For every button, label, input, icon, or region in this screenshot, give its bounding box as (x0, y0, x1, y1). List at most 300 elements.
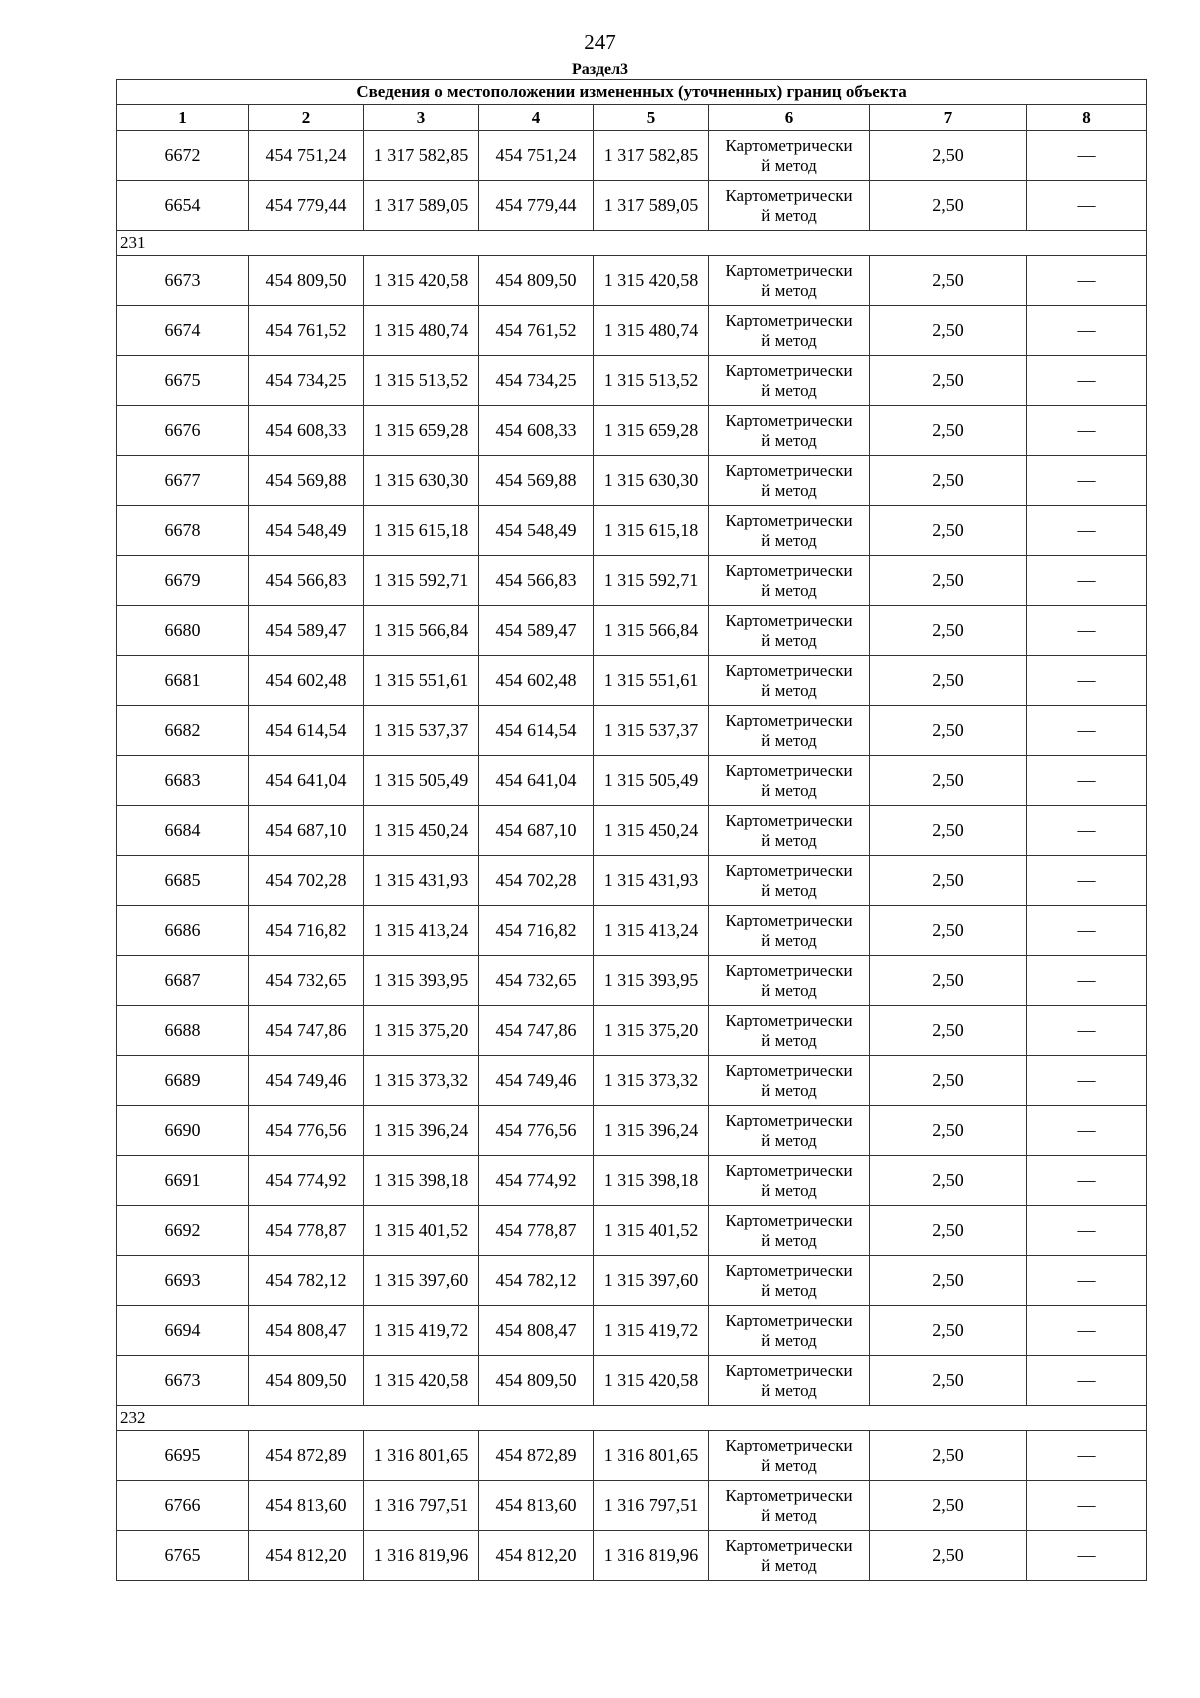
x-new-cell: 454 779,44 (479, 181, 594, 231)
method-cell (709, 306, 870, 356)
x-new-cell: 454 732,65 (479, 956, 594, 1006)
column-header: 5 (594, 105, 709, 131)
method-line-2: й метод (761, 1455, 817, 1475)
x-new-cell: 454 589,47 (479, 606, 594, 656)
method-line-1: Картометрически (725, 1260, 853, 1280)
table-row (117, 1431, 1147, 1481)
y-old-cell: 1 316 801,65 (364, 1431, 479, 1481)
accuracy-cell: 2,50 (870, 1206, 1027, 1256)
accuracy-cell: 2,50 (870, 1531, 1027, 1581)
description-cell: — (1027, 806, 1147, 856)
point-number-cell: 6677 (117, 456, 249, 506)
method-line-1: Картометрически (725, 460, 853, 480)
point-number-cell: 6692 (117, 1206, 249, 1256)
method-line-2: й метод (761, 380, 817, 400)
x-old-cell: 454 566,83 (249, 556, 364, 606)
point-number-cell: 6686 (117, 906, 249, 956)
x-new-cell: 454 614,54 (479, 706, 594, 756)
method-line-2: й метод (761, 1505, 817, 1525)
column-header: 3 (364, 105, 479, 131)
method-line-2: й метод (761, 1130, 817, 1150)
method-cell (709, 1056, 870, 1106)
group-label: 231 (117, 231, 1147, 256)
method-line-2: й метод (761, 1330, 817, 1350)
point-number-cell: 6691 (117, 1156, 249, 1206)
y-new-cell: 1 315 566,84 (594, 606, 709, 656)
column-header: 2 (249, 105, 364, 131)
accuracy-cell: 2,50 (870, 956, 1027, 1006)
x-new-cell: 454 774,92 (479, 1156, 594, 1206)
x-new-cell: 454 872,89 (479, 1431, 594, 1481)
accuracy-cell: 2,50 (870, 856, 1027, 906)
method-line-1: Картометрически (725, 1360, 853, 1380)
point-number-cell: 6690 (117, 1106, 249, 1156)
method-line-1: Картометрически (725, 1110, 853, 1130)
y-new-cell: 1 317 582,85 (594, 131, 709, 181)
point-number-cell: 6679 (117, 556, 249, 606)
table-row (117, 306, 1147, 356)
table-row (117, 906, 1147, 956)
description-cell: — (1027, 356, 1147, 406)
method-line-2: й метод (761, 205, 817, 225)
description-cell: — (1027, 306, 1147, 356)
method-line-1: Картометрически (725, 410, 853, 430)
method-line-1: Картометрически (725, 310, 853, 330)
description-cell: — (1027, 706, 1147, 756)
point-number-cell: 6681 (117, 656, 249, 706)
x-new-cell: 454 761,52 (479, 306, 594, 356)
method-line-2: й метод (761, 1555, 817, 1575)
point-number-cell: 6684 (117, 806, 249, 856)
method-line-1: Картометрически (725, 710, 853, 730)
x-new-cell: 454 687,10 (479, 806, 594, 856)
method-line-1: Картометрически (725, 1060, 853, 1080)
method-line-2: й метод (761, 430, 817, 450)
y-old-cell: 1 315 513,52 (364, 356, 479, 406)
x-old-cell: 454 687,10 (249, 806, 364, 856)
description-cell: — (1027, 1431, 1147, 1481)
table-row (117, 756, 1147, 806)
x-new-cell: 454 809,50 (479, 256, 594, 306)
table-row (117, 456, 1147, 506)
method-line-1: Картометрически (725, 1210, 853, 1230)
accuracy-cell: 2,50 (870, 706, 1027, 756)
accuracy-cell: 2,50 (870, 906, 1027, 956)
x-old-cell: 454 614,54 (249, 706, 364, 756)
description-cell: — (1027, 656, 1147, 706)
point-number-cell: 6693 (117, 1256, 249, 1306)
accuracy-cell: 2,50 (870, 1356, 1027, 1406)
accuracy-cell: 2,50 (870, 556, 1027, 606)
column-header: 7 (870, 105, 1027, 131)
method-line-1: Картометрически (725, 185, 853, 205)
method-line-2: й метод (761, 155, 817, 175)
method-line-1: Картометрически (725, 1010, 853, 1030)
y-old-cell: 1 315 393,95 (364, 956, 479, 1006)
accuracy-cell: 2,50 (870, 306, 1027, 356)
y-new-cell: 1 315 393,95 (594, 956, 709, 1006)
x-old-cell: 454 548,49 (249, 506, 364, 556)
description-cell: — (1027, 1531, 1147, 1581)
y-new-cell: 1 315 401,52 (594, 1206, 709, 1256)
method-line-1: Картометрически (725, 1535, 853, 1555)
method-line-2: й метод (761, 680, 817, 700)
table-caption-row (117, 80, 1147, 105)
method-cell (709, 656, 870, 706)
x-new-cell: 454 808,47 (479, 1306, 594, 1356)
y-old-cell: 1 315 396,24 (364, 1106, 479, 1156)
point-number-cell: 6680 (117, 606, 249, 656)
table-row (117, 1206, 1147, 1256)
x-new-cell: 454 566,83 (479, 556, 594, 606)
method-line-1: Картометрически (725, 960, 853, 980)
table-row (117, 1106, 1147, 1156)
accuracy-cell: 2,50 (870, 756, 1027, 806)
description-cell: — (1027, 956, 1147, 1006)
y-old-cell: 1 315 505,49 (364, 756, 479, 806)
table-row (117, 556, 1147, 606)
table-row (117, 606, 1147, 656)
column-number-row (117, 105, 1147, 131)
table-row (117, 1481, 1147, 1531)
y-new-cell: 1 315 513,52 (594, 356, 709, 406)
column-header: 6 (709, 105, 870, 131)
method-line-2: й метод (761, 1380, 817, 1400)
accuracy-cell: 2,50 (870, 356, 1027, 406)
x-old-cell: 454 569,88 (249, 456, 364, 506)
x-new-cell: 454 813,60 (479, 1481, 594, 1531)
x-old-cell: 454 749,46 (249, 1056, 364, 1106)
method-line-1: Картометрически (725, 610, 853, 630)
description-cell: — (1027, 131, 1147, 181)
page-number: 247 (584, 30, 616, 54)
y-old-cell: 1 315 375,20 (364, 1006, 479, 1056)
table-row (117, 856, 1147, 906)
description-cell: — (1027, 606, 1147, 656)
method-cell (709, 356, 870, 406)
x-old-cell: 454 813,60 (249, 1481, 364, 1531)
x-old-cell: 454 809,50 (249, 1356, 364, 1406)
point-number-cell: 6673 (117, 1356, 249, 1406)
y-old-cell: 1 315 615,18 (364, 506, 479, 556)
method-line-1: Картометрически (725, 1435, 853, 1455)
y-new-cell: 1 315 615,18 (594, 506, 709, 556)
method-line-2: й метод (761, 630, 817, 650)
x-new-cell: 454 734,25 (479, 356, 594, 406)
method-cell (709, 1481, 870, 1531)
accuracy-cell: 2,50 (870, 506, 1027, 556)
accuracy-cell: 2,50 (870, 1156, 1027, 1206)
x-old-cell: 454 608,33 (249, 406, 364, 456)
y-old-cell: 1 316 819,96 (364, 1531, 479, 1581)
y-new-cell: 1 315 431,93 (594, 856, 709, 906)
description-cell: — (1027, 506, 1147, 556)
method-cell (709, 506, 870, 556)
method-cell (709, 756, 870, 806)
x-old-cell: 454 782,12 (249, 1256, 364, 1306)
point-number-cell: 6688 (117, 1006, 249, 1056)
table-row (117, 1306, 1147, 1356)
description-cell: — (1027, 406, 1147, 456)
point-number-cell: 6654 (117, 181, 249, 231)
y-new-cell: 1 315 480,74 (594, 306, 709, 356)
description-cell: — (1027, 256, 1147, 306)
x-new-cell: 454 602,48 (479, 656, 594, 706)
y-new-cell: 1 317 589,05 (594, 181, 709, 231)
x-old-cell: 454 734,25 (249, 356, 364, 406)
x-old-cell: 454 747,86 (249, 1006, 364, 1056)
x-old-cell: 454 779,44 (249, 181, 364, 231)
x-old-cell: 454 808,47 (249, 1306, 364, 1356)
description-cell: — (1027, 1206, 1147, 1256)
table-row (117, 256, 1147, 306)
method-cell (709, 256, 870, 306)
description-cell: — (1027, 1156, 1147, 1206)
method-line-2: й метод (761, 780, 817, 800)
y-new-cell: 1 316 801,65 (594, 1431, 709, 1481)
point-number-cell: 6676 (117, 406, 249, 456)
y-new-cell: 1 315 419,72 (594, 1306, 709, 1356)
method-cell (709, 1256, 870, 1306)
table-row (117, 806, 1147, 856)
y-old-cell: 1 315 420,58 (364, 1356, 479, 1406)
group-row (117, 1406, 1147, 1431)
method-line-2: й метод (761, 580, 817, 600)
x-new-cell: 454 747,86 (479, 1006, 594, 1056)
table-row (117, 1356, 1147, 1406)
x-new-cell: 454 608,33 (479, 406, 594, 456)
method-line-1: Картометрически (725, 760, 853, 780)
method-cell (709, 131, 870, 181)
y-new-cell: 1 315 420,58 (594, 256, 709, 306)
accuracy-cell: 2,50 (870, 806, 1027, 856)
x-new-cell: 454 776,56 (479, 1106, 594, 1156)
y-old-cell: 1 315 413,24 (364, 906, 479, 956)
method-line-1: Картометрически (725, 1160, 853, 1180)
y-new-cell: 1 315 420,58 (594, 1356, 709, 1406)
y-old-cell: 1 315 373,32 (364, 1056, 479, 1106)
method-line-2: й метод (761, 480, 817, 500)
x-new-cell: 454 809,50 (479, 1356, 594, 1406)
y-new-cell: 1 315 396,24 (594, 1106, 709, 1156)
accuracy-cell: 2,50 (870, 181, 1027, 231)
description-cell: — (1027, 456, 1147, 506)
method-line-2: й метод (761, 830, 817, 850)
table-body (117, 131, 1147, 1581)
method-line-1: Картометрически (725, 1310, 853, 1330)
y-new-cell: 1 315 375,20 (594, 1006, 709, 1056)
y-new-cell: 1 315 551,61 (594, 656, 709, 706)
y-new-cell: 1 316 797,51 (594, 1481, 709, 1531)
x-old-cell: 454 812,20 (249, 1531, 364, 1581)
method-line-1: Картометрически (725, 910, 853, 930)
method-cell (709, 1156, 870, 1206)
accuracy-cell: 2,50 (870, 1006, 1027, 1056)
table-caption: Сведения о местоположении измененных (уточненных) границ объекта (117, 80, 1147, 105)
y-new-cell: 1 316 819,96 (594, 1531, 709, 1581)
x-new-cell: 454 778,87 (479, 1206, 594, 1256)
description-cell: — (1027, 556, 1147, 606)
method-cell (709, 606, 870, 656)
accuracy-cell: 2,50 (870, 1256, 1027, 1306)
accuracy-cell: 2,50 (870, 1431, 1027, 1481)
method-line-2: й метод (761, 1230, 817, 1250)
accuracy-cell: 2,50 (870, 1056, 1027, 1106)
y-new-cell: 1 315 413,24 (594, 906, 709, 956)
column-header: 1 (117, 105, 249, 131)
table-row (117, 131, 1147, 181)
table-row (117, 1531, 1147, 1581)
y-old-cell: 1 315 566,84 (364, 606, 479, 656)
method-line-2: й метод (761, 1280, 817, 1300)
y-old-cell: 1 315 630,30 (364, 456, 479, 506)
accuracy-cell: 2,50 (870, 406, 1027, 456)
column-header: 4 (479, 105, 594, 131)
point-number-cell: 6673 (117, 256, 249, 306)
table-row (117, 706, 1147, 756)
y-new-cell: 1 315 398,18 (594, 1156, 709, 1206)
accuracy-cell: 2,50 (870, 131, 1027, 181)
method-cell (709, 1531, 870, 1581)
x-old-cell: 454 774,92 (249, 1156, 364, 1206)
x-old-cell: 454 776,56 (249, 1106, 364, 1156)
accuracy-cell: 2,50 (870, 1106, 1027, 1156)
x-old-cell: 454 641,04 (249, 756, 364, 806)
description-cell: — (1027, 856, 1147, 906)
y-old-cell: 1 317 589,05 (364, 181, 479, 231)
y-old-cell: 1 317 582,85 (364, 131, 479, 181)
description-cell: — (1027, 906, 1147, 956)
method-line-1: Картометрически (725, 260, 853, 280)
y-new-cell: 1 315 537,37 (594, 706, 709, 756)
method-line-2: й метод (761, 930, 817, 950)
y-old-cell: 1 315 397,60 (364, 1256, 479, 1306)
table-row (117, 1256, 1147, 1306)
description-cell: — (1027, 1056, 1147, 1106)
method-line-2: й метод (761, 1180, 817, 1200)
y-new-cell: 1 315 659,28 (594, 406, 709, 456)
method-cell (709, 706, 870, 756)
method-cell (709, 1206, 870, 1256)
method-line-1: Картометрически (725, 1485, 853, 1505)
method-cell (709, 856, 870, 906)
method-cell (709, 1431, 870, 1481)
x-new-cell: 454 782,12 (479, 1256, 594, 1306)
x-new-cell: 454 751,24 (479, 131, 594, 181)
y-old-cell: 1 315 419,72 (364, 1306, 479, 1356)
point-number-cell: 6687 (117, 956, 249, 1006)
x-new-cell: 454 812,20 (479, 1531, 594, 1581)
method-line-1: Картометрически (725, 810, 853, 830)
point-number-cell: 6765 (117, 1531, 249, 1581)
method-cell (709, 1006, 870, 1056)
point-number-cell: 6682 (117, 706, 249, 756)
x-old-cell: 454 732,65 (249, 956, 364, 1006)
description-cell: — (1027, 1356, 1147, 1406)
description-cell: — (1027, 1006, 1147, 1056)
method-cell (709, 181, 870, 231)
point-number-cell: 6685 (117, 856, 249, 906)
accuracy-cell: 2,50 (870, 656, 1027, 706)
column-header: 8 (1027, 105, 1147, 131)
method-cell (709, 556, 870, 606)
method-line-2: й метод (761, 330, 817, 350)
method-line-2: й метод (761, 730, 817, 750)
accuracy-cell: 2,50 (870, 256, 1027, 306)
x-old-cell: 454 602,48 (249, 656, 364, 706)
x-new-cell: 454 569,88 (479, 456, 594, 506)
method-cell (709, 456, 870, 506)
accuracy-cell: 2,50 (870, 456, 1027, 506)
group-label: 232 (117, 1406, 1147, 1431)
y-new-cell: 1 315 630,30 (594, 456, 709, 506)
table-row (117, 1006, 1147, 1056)
x-old-cell: 454 751,24 (249, 131, 364, 181)
table-row (117, 406, 1147, 456)
method-line-2: й метод (761, 280, 817, 300)
table-row (117, 506, 1147, 556)
description-cell: — (1027, 1306, 1147, 1356)
x-new-cell: 454 641,04 (479, 756, 594, 806)
table-row (117, 356, 1147, 406)
method-cell (709, 956, 870, 1006)
group-row (117, 231, 1147, 256)
method-cell (709, 806, 870, 856)
y-new-cell: 1 315 450,24 (594, 806, 709, 856)
description-cell: — (1027, 1106, 1147, 1156)
method-line-1: Картометрически (725, 560, 853, 580)
method-cell (709, 906, 870, 956)
accuracy-cell: 2,50 (870, 1481, 1027, 1531)
table-row (117, 956, 1147, 1006)
y-new-cell: 1 315 505,49 (594, 756, 709, 806)
method-cell (709, 406, 870, 456)
point-number-cell: 6672 (117, 131, 249, 181)
y-old-cell: 1 315 420,58 (364, 256, 479, 306)
x-new-cell: 454 702,28 (479, 856, 594, 906)
x-old-cell: 454 589,47 (249, 606, 364, 656)
method-line-2: й метод (761, 880, 817, 900)
description-cell: — (1027, 181, 1147, 231)
description-cell: — (1027, 756, 1147, 806)
table-row (117, 1156, 1147, 1206)
table-row (117, 656, 1147, 706)
description-cell: — (1027, 1256, 1147, 1306)
y-old-cell: 1 315 480,74 (364, 306, 479, 356)
x-old-cell: 454 702,28 (249, 856, 364, 906)
point-number-cell: 6674 (117, 306, 249, 356)
y-new-cell: 1 315 373,32 (594, 1056, 709, 1106)
x-new-cell: 454 716,82 (479, 906, 594, 956)
method-line-1: Картометрически (725, 660, 853, 680)
method-line-2: й метод (761, 980, 817, 1000)
y-new-cell: 1 315 592,71 (594, 556, 709, 606)
table-row (117, 181, 1147, 231)
point-number-cell: 6678 (117, 506, 249, 556)
x-new-cell: 454 548,49 (479, 506, 594, 556)
method-cell (709, 1356, 870, 1406)
point-number-cell: 6695 (117, 1431, 249, 1481)
x-old-cell: 454 778,87 (249, 1206, 364, 1256)
y-old-cell: 1 315 401,52 (364, 1206, 479, 1256)
y-old-cell: 1 315 450,24 (364, 806, 479, 856)
method-line-2: й метод (761, 1030, 817, 1050)
y-old-cell: 1 315 592,71 (364, 556, 479, 606)
y-old-cell: 1 316 797,51 (364, 1481, 479, 1531)
y-old-cell: 1 315 398,18 (364, 1156, 479, 1206)
x-old-cell: 454 809,50 (249, 256, 364, 306)
method-cell (709, 1306, 870, 1356)
